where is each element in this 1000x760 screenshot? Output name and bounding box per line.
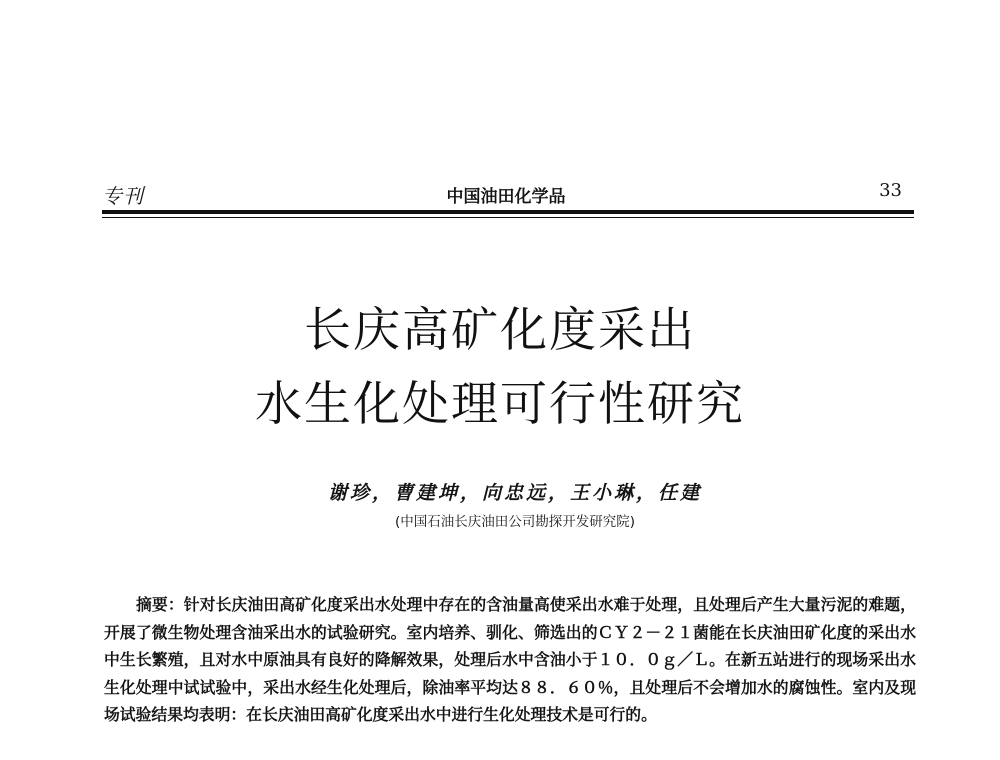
abstract: [104, 591, 916, 729]
article-title-line-1: 长庆高矿化度采出: [304, 303, 696, 358]
abstract-label: 摘要：: [136, 595, 184, 614]
running-header: [102, 170, 910, 208]
abstract-paragraph: [104, 591, 916, 729]
header-rule-thin: [102, 217, 914, 218]
article-title-line-2: 水生化处理可行性研究: [255, 377, 745, 432]
section-label: 专刊: [102, 184, 144, 208]
abstract-text: 针对长庆油田高矿化度采出水处理中存在的含油量高使采出水难于处理，且处理后产生大量污泥的难题，开展了微生物处理含油采出水的试验研究。室内培养、驯化、筛选出的ＣＹ２－２１菌能在长庆油田矿化度的采出水中生长繁殖，且对水中原油具有良好的降解效果，处理后水中含油小于１０．０ｇ／Ｌ。在新五站进行的现场采出水生化处理中试试验中，采出水经生化处理后，除油率平均达８８．６０％，且处理后不会增加水的腐蚀性。室内及现场试验结果均表明：在长庆油田高矿化度采出水中进行生化处理技术是可行的。: [104, 595, 916, 724]
page-number: 33: [879, 180, 902, 201]
journal-name: 中国油田化学品: [446, 187, 566, 207]
author-affiliation: (中国石油长庆油田公司勘探开发研究院): [394, 514, 636, 530]
header-rule-thick: [102, 210, 914, 214]
author-list: 谢珍，曹建坤，向忠远，王小琳，任建: [327, 482, 702, 504]
